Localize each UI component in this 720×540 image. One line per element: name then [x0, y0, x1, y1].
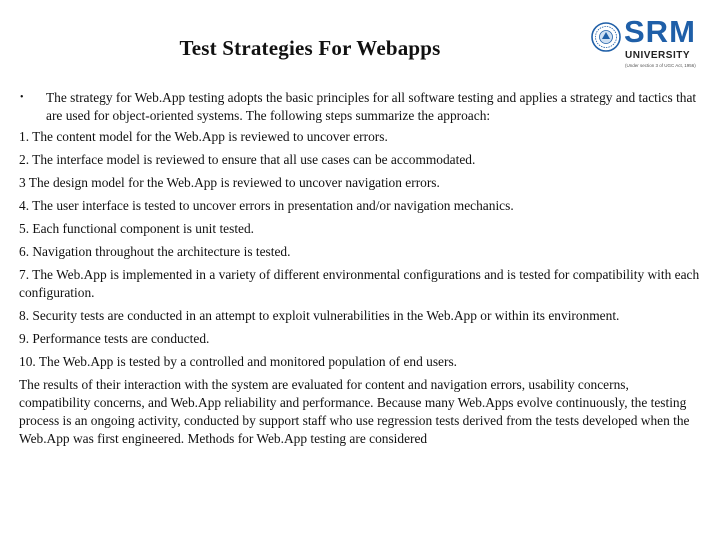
intro-text: The strategy for Web.App testing adopts the basic principles for all software testing and applies a strategy and tactics that are used for object-oriented systems. The following steps summarize the approach: — [46, 90, 697, 123]
step-10: 10. The Web.App is tested by a controlled and monitored population of end users. — [19, 354, 457, 369]
srm-seal-icon — [591, 22, 621, 52]
srm-university-logo — [591, 14, 706, 76]
step-3: 3 The design model for the Web.App is reviewed to uncover navigation errors. — [19, 175, 440, 190]
logo-name: SRM — [624, 14, 696, 49]
step-9: 9. Performance tests are conducted. — [19, 331, 210, 346]
logo-subtitle: UNIVERSITY — [625, 50, 691, 61]
step-6: 6. Navigation throughout the architecture is tested. — [19, 244, 291, 259]
logo-tagline: (Under section 3 of UGC Act, 1956) — [625, 63, 696, 68]
intro-bullet — [19, 89, 703, 125]
step-4: 4. The user interface is tested to uncover errors in presentation and/or navigation mechanics. — [19, 198, 514, 213]
closing-paragraph: The results of their interaction with the system are evaluated for content and navigation errors, usability concerns, compatibility concerns, and Web.App reliability and performance. Because many Web.Apps evolve continuously, the testing process is an ongoing activity, conducted by support staff who use regression tests derived from the tests developed when the Web.App was first engineered. Methods for Web.App testing are considered — [19, 377, 690, 446]
step-list — [19, 128, 703, 371]
step-2: 2. The interface model is reviewed to ensure that all use cases can be accommodated. — [19, 152, 476, 167]
step-8: 8. Security tests are conducted in an attempt to exploit vulnerabilities in the Web.App or within its environment. — [19, 308, 620, 323]
step-7: 7. The Web.App is implemented in a variety of different environmental configurations and is tested for compatibility with each configuration. — [19, 267, 700, 300]
slide-body — [19, 89, 703, 448]
step-5: 5. Each functional component is unit tested. — [19, 221, 255, 236]
slide-title: Test Strategies For Webapps — [179, 36, 441, 60]
bullet-icon: • — [20, 92, 24, 103]
step-1: 1. The content model for the Web.App is reviewed to uncover errors. — [19, 129, 388, 144]
